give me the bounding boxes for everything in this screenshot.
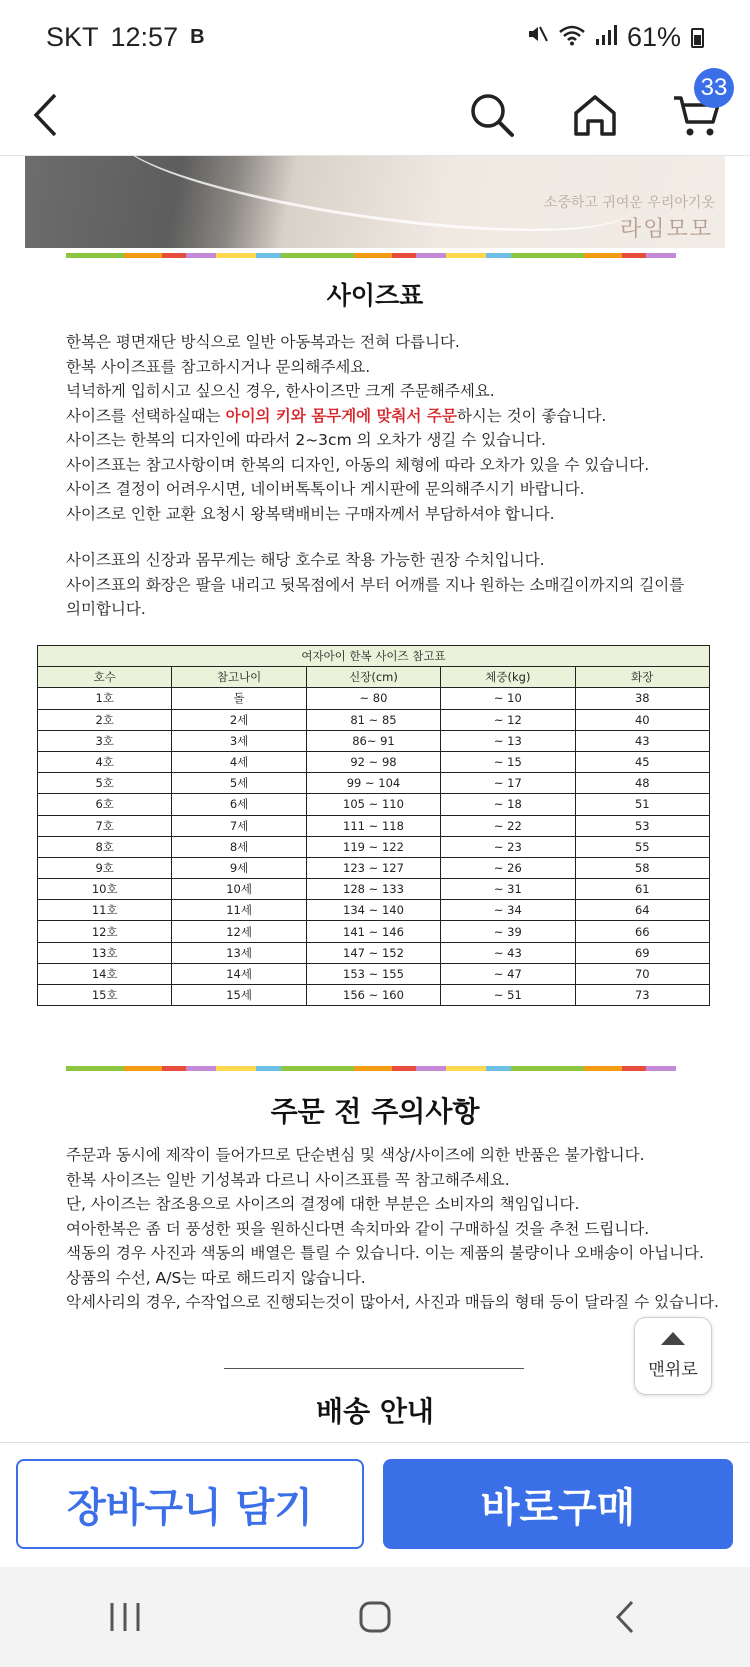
battery-percent: 61% xyxy=(626,22,681,52)
table-cell: ~ 31 xyxy=(441,879,575,900)
highlight-prefix: 사이즈를 선택하실때는 xyxy=(66,406,226,425)
table-cell: ~ 26 xyxy=(441,857,575,878)
size-note-line: 사이즈표의 신장과 몸무게는 해당 호수로 착용 가능한 권장 수치입니다. xyxy=(66,551,545,569)
table-cell: 92 ~ 98 xyxy=(306,751,440,772)
table-cell: 81 ~ 85 xyxy=(306,709,440,730)
table-cell: 7세 xyxy=(172,815,306,836)
size-guide-line: 한복 사이즈표를 참고하시거나 문의해주세요. xyxy=(66,357,371,376)
highlight-suffix: 하시는 것이 좋습니다. xyxy=(456,406,607,425)
table-cell: ~ 47 xyxy=(441,963,575,984)
arrow-up-icon xyxy=(661,1332,685,1345)
b-icon: B xyxy=(190,26,205,48)
table-cell: 38 xyxy=(575,688,709,709)
clock: 12:57 xyxy=(110,22,179,52)
table-cell: 13세 xyxy=(172,942,306,963)
table-cell: 1호 xyxy=(38,688,172,709)
table-cell: 15호 xyxy=(38,985,172,1006)
scroll-top-button[interactable] xyxy=(634,1317,712,1395)
table-cell: 66 xyxy=(575,921,709,942)
table-cell: 156 ~ 160 xyxy=(306,985,440,1006)
table-cell: 11세 xyxy=(172,900,306,921)
table-cell: ~ 17 xyxy=(441,773,575,794)
color-divider xyxy=(66,253,676,258)
column-header: 참고나이 xyxy=(172,667,306,688)
table-row xyxy=(38,879,710,900)
table-cell: 3호 xyxy=(38,730,172,751)
table-row xyxy=(38,730,710,751)
home-icon[interactable] xyxy=(565,85,625,145)
notice-text xyxy=(66,1143,726,1315)
size-guide-line: 한복은 평면재단 방식으로 일반 아동복과는 전혀 다릅니다. xyxy=(66,333,460,351)
table-cell: 8호 xyxy=(38,836,172,857)
table-cell: 61 xyxy=(575,879,709,900)
table-cell: ~ 22 xyxy=(441,815,575,836)
battery-icon xyxy=(691,28,704,48)
table-cell: 6세 xyxy=(172,794,306,815)
table-cell: 5세 xyxy=(172,773,306,794)
table-cell: 147 ~ 152 xyxy=(306,942,440,963)
size-table-header-row xyxy=(38,667,710,688)
table-cell: ~ 43 xyxy=(441,942,575,963)
table-cell: 119 ~ 122 xyxy=(306,836,440,857)
table-cell: 15세 xyxy=(172,985,306,1006)
highlight-text: 아이의 키와 몸무게에 맞춰서 주문 xyxy=(225,406,457,425)
table-cell: 8세 xyxy=(172,836,306,857)
search-icon[interactable] xyxy=(462,85,522,145)
column-header: 호수 xyxy=(38,667,172,688)
size-note-line: 사이즈표의 화장은 팔을 내리고 뒷목점에서 부터 어깨를 지나 원하는 소매길이까지의 길이를 xyxy=(66,575,685,594)
app-header xyxy=(0,75,750,156)
notice-line: 한복 사이즈는 일반 기성복과 다르니 사이즈표를 꼭 참고해주세요. xyxy=(66,1170,510,1189)
notice-line: 단, 사이즈는 참조용으로 사이즈의 결정에 대한 부분은 소비자의 책임입니다. xyxy=(66,1195,580,1213)
column-header: 화장 xyxy=(575,667,709,688)
table-cell: ~ 80 xyxy=(306,688,440,709)
bottom-action-bar xyxy=(0,1442,750,1568)
table-row xyxy=(38,709,710,730)
carrier-label: SKT xyxy=(46,22,99,52)
table-cell: 73 xyxy=(575,985,709,1006)
table-cell: ~ 15 xyxy=(441,751,575,772)
table-row xyxy=(38,688,710,709)
table-cell: ~ 23 xyxy=(441,836,575,857)
table-cell: ~ 10 xyxy=(441,688,575,709)
table-cell: 13호 xyxy=(38,942,172,963)
table-cell: 12호 xyxy=(38,921,172,942)
table-cell: 111 ~ 118 xyxy=(306,815,440,836)
banner-brand-logo: 라임모모 xyxy=(619,217,713,242)
size-notes-text xyxy=(66,548,706,622)
table-cell: 4세 xyxy=(172,751,306,772)
status-right xyxy=(525,22,704,53)
table-cell: 141 ~ 146 xyxy=(306,921,440,942)
system-nav-bar xyxy=(0,1567,750,1667)
product-banner-image xyxy=(25,156,725,248)
wifi-icon xyxy=(559,22,585,53)
add-to-cart-button[interactable]: 장바구니 담기 xyxy=(16,1459,364,1549)
table-cell: 10세 xyxy=(172,879,306,900)
table-cell: 45 xyxy=(575,751,709,772)
table-cell: ~ 18 xyxy=(441,794,575,815)
table-row xyxy=(38,815,710,836)
table-cell: 5호 xyxy=(38,773,172,794)
size-table-caption-row xyxy=(38,646,710,667)
table-cell: ~ 13 xyxy=(441,730,575,751)
notice-line: 색동의 경우 사진과 색동의 배열은 틀릴 수 있습니다. 이는 제품의 불량이나 오배송이 아닙니다. xyxy=(66,1244,704,1262)
table-cell: 12세 xyxy=(172,921,306,942)
table-row xyxy=(38,942,710,963)
cart-count-badge: 33 xyxy=(694,68,734,108)
table-row xyxy=(38,921,710,942)
table-cell: 9호 xyxy=(38,857,172,878)
table-row xyxy=(38,751,710,772)
table-cell: 43 xyxy=(575,730,709,751)
notice-line: 주문과 동시에 제작이 들어가므로 단순변심 및 색상/사이즈에 의한 반품은 불가합니다. xyxy=(66,1146,645,1164)
table-cell: ~ 34 xyxy=(441,900,575,921)
size-guide-line: 사이즈 결정이 어려우시면, 네이버톡톡이나 게시판에 문의해주시기 바랍니다. xyxy=(66,480,585,498)
table-cell: 2호 xyxy=(38,709,172,730)
notice-line: 상품의 수선, A/S는 따로 해드리지 않습니다. xyxy=(66,1268,366,1287)
table-cell: 40 xyxy=(575,709,709,730)
back-nav-icon[interactable] xyxy=(585,1587,665,1647)
table-row xyxy=(38,794,710,815)
size-section-title: 사이즈표 xyxy=(326,281,424,310)
table-cell: 123 ~ 127 xyxy=(306,857,440,878)
size-guide-line: 사이즈로 인한 교환 요청시 왕복택배비는 구매자께서 부담하셔야 합니다. xyxy=(66,504,555,523)
home-circle-icon[interactable] xyxy=(335,1587,415,1647)
table-row xyxy=(38,836,710,857)
table-cell: 2세 xyxy=(172,709,306,730)
table-cell: 70 xyxy=(575,963,709,984)
size-note-line: 의미합니다. xyxy=(66,600,146,618)
banner-tagline: 소중하고 귀여운 우리아기옷 xyxy=(543,195,715,211)
table-row xyxy=(38,900,710,921)
table-cell: 53 xyxy=(575,815,709,836)
table-cell: 69 xyxy=(575,942,709,963)
table-cell: 128 ~ 133 xyxy=(306,879,440,900)
table-cell: 134 ~ 140 xyxy=(306,900,440,921)
table-cell: 105 ~ 110 xyxy=(306,794,440,815)
buy-now-button[interactable]: 바로구매 xyxy=(383,1459,733,1549)
size-table-caption: 여자아이 한복 사이즈 참고표 xyxy=(38,646,710,667)
size-guide-line: 사이즈는 한복의 디자인에 따라서 2~3cm 의 오차가 생길 수 있습니다. xyxy=(66,431,546,449)
scroll-top-label: 맨위로 xyxy=(648,1360,698,1380)
table-cell: 돌 xyxy=(172,688,306,709)
table-cell: ~ 12 xyxy=(441,709,575,730)
table-cell: 153 ~ 155 xyxy=(306,963,440,984)
size-table xyxy=(37,645,710,1006)
table-cell: 6호 xyxy=(38,794,172,815)
table-row xyxy=(38,773,710,794)
signal-icon xyxy=(595,22,617,53)
table-cell: ~ 39 xyxy=(441,921,575,942)
size-guide-line: 넉넉하게 입히시고 싶으신 경우, 한사이즈만 크게 주문해주세요. xyxy=(66,382,495,400)
table-cell: ~ 51 xyxy=(441,985,575,1006)
notice-line: 악세사리의 경우, 수작업으로 진행되는것이 많아서, 사진과 매듭의 형태 등이 달라질 수 있습니다. xyxy=(66,1293,719,1311)
back-icon[interactable] xyxy=(16,85,76,145)
table-cell: 51 xyxy=(575,794,709,815)
table-cell: 3세 xyxy=(172,730,306,751)
table-cell: 9세 xyxy=(172,857,306,878)
table-cell: 14호 xyxy=(38,963,172,984)
status-bar xyxy=(0,0,750,75)
table-cell: 58 xyxy=(575,857,709,878)
color-divider xyxy=(66,1066,676,1071)
size-guide-text xyxy=(66,330,706,526)
section-separator xyxy=(224,1368,524,1369)
table-cell: 7호 xyxy=(38,815,172,836)
table-row xyxy=(38,857,710,878)
table-cell: 86~ 91 xyxy=(306,730,440,751)
recent-apps-icon[interactable] xyxy=(85,1587,165,1647)
delivery-section-title: 배송 안내 xyxy=(316,1395,434,1428)
table-row xyxy=(38,985,710,1006)
mute-icon xyxy=(525,22,549,53)
table-cell: 4호 xyxy=(38,751,172,772)
table-cell: 55 xyxy=(575,836,709,857)
notice-line: 여아한복은 좀 더 풍성한 핏을 원하신다면 속치마와 같이 구매하실 것을 추천 드립니다. xyxy=(66,1219,650,1238)
notice-section-title: 주문 전 주의사항 xyxy=(270,1095,480,1128)
size-table-body xyxy=(38,688,710,1006)
table-cell: 11호 xyxy=(38,900,172,921)
table-cell: 14세 xyxy=(172,963,306,984)
table-cell: 99 ~ 104 xyxy=(306,773,440,794)
table-row xyxy=(38,963,710,984)
column-header: 체중(kg) xyxy=(441,667,575,688)
column-header: 신장(cm) xyxy=(306,667,440,688)
table-cell: 64 xyxy=(575,900,709,921)
table-cell: 48 xyxy=(575,773,709,794)
size-guide-highlight-line xyxy=(66,404,706,429)
status-left xyxy=(46,22,205,53)
size-guide-line: 사이즈표는 참고사항이며 한복의 디자인, 아동의 체형에 따라 오차가 있을 수 있습니다. xyxy=(66,455,650,474)
table-cell: 10호 xyxy=(38,879,172,900)
